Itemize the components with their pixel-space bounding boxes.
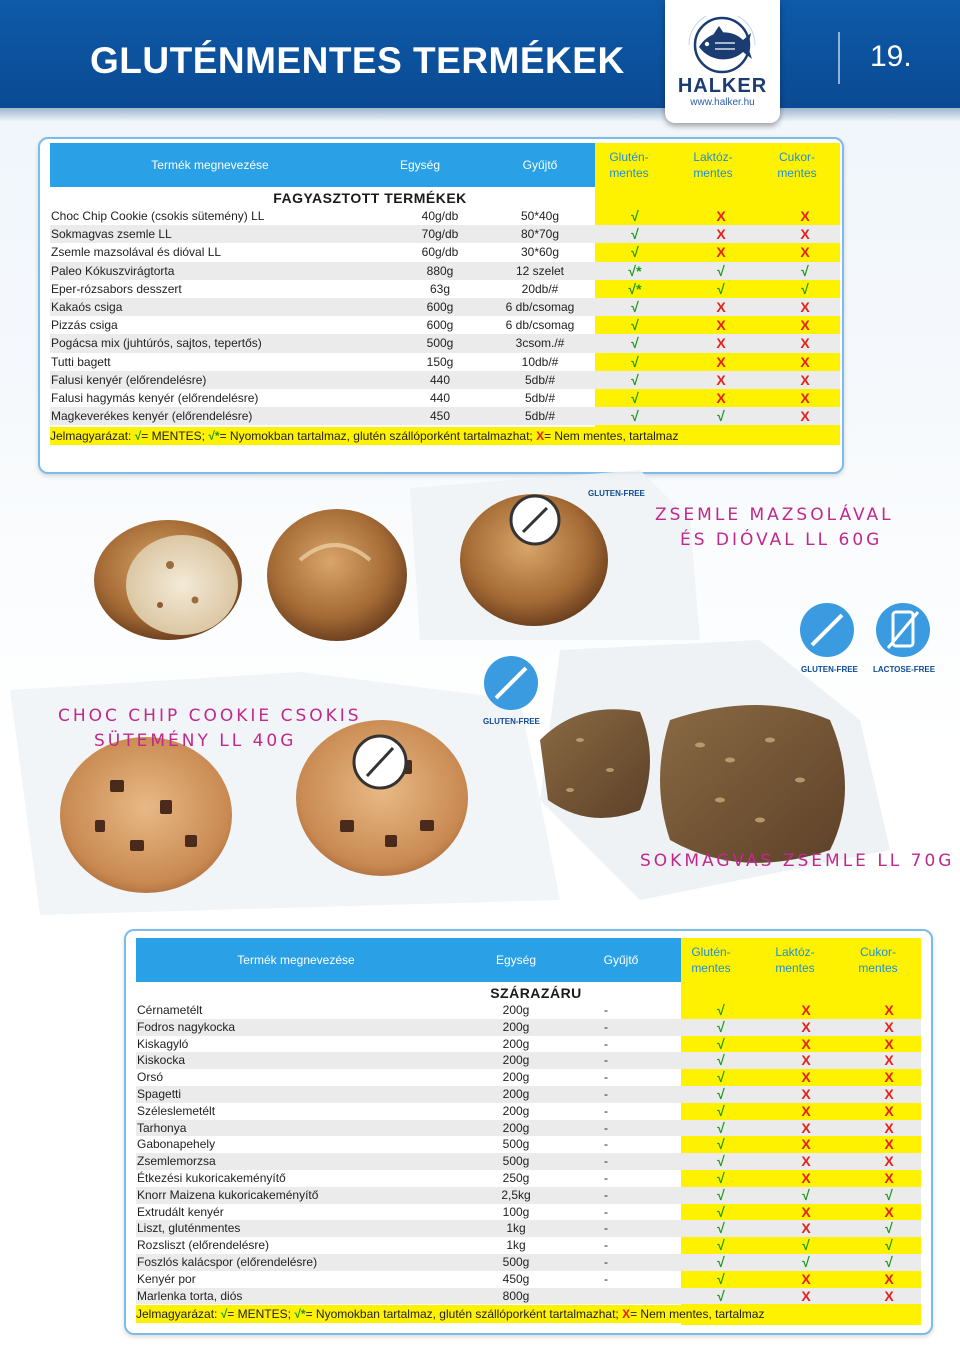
cross-icon: X xyxy=(884,1035,894,1052)
table-header xyxy=(50,143,595,187)
product-unit: 500g xyxy=(426,336,454,351)
product-unit: 500g xyxy=(502,1154,530,1169)
cross-icon: X xyxy=(622,1307,631,1321)
check-icon: √ xyxy=(631,408,639,425)
product-name: Tutti bagett xyxy=(51,354,111,369)
check-icon: √ xyxy=(717,262,725,279)
logo-name: HALKER xyxy=(677,75,768,97)
product-name: Knorr Maizena kukoricakeményítő xyxy=(137,1187,319,1202)
product-name: Marlenka torta, diós xyxy=(137,1288,243,1303)
check-icon: √ xyxy=(717,1136,725,1153)
page-number: 19. xyxy=(870,40,912,73)
caption-cookie-line2: SÜTEMÉNY LL 40G xyxy=(94,731,297,751)
cross-icon: X xyxy=(801,1203,811,1220)
gluten-free-label-3: GLUTEN-FREE xyxy=(483,717,540,726)
legend-star-text-2: = Nyomokban tartalmaz, glutén szállóporként tartalmazhat; xyxy=(305,1307,623,1321)
check-icon: √ xyxy=(717,1287,725,1304)
caption-cookie-line1: CHOC CHIP COOKIE CSOKIS xyxy=(58,706,362,726)
check-icon: √ xyxy=(631,353,639,370)
cross-icon: X xyxy=(800,371,810,388)
check-icon: √ xyxy=(717,1119,725,1136)
cross-icon: X xyxy=(801,1086,811,1102)
legend-prefix: Jelmagyarázat: xyxy=(50,429,135,443)
product-pack: 30*60g xyxy=(520,245,560,260)
dry-goods-card xyxy=(124,929,933,1335)
product-unit: 40g/db xyxy=(421,209,459,223)
product-pack: - xyxy=(604,1087,608,1101)
table-row xyxy=(136,1204,921,1221)
cross-icon: X xyxy=(801,1102,811,1119)
check-icon: √ xyxy=(717,1270,725,1287)
product-unit: 2,5kg xyxy=(501,1187,531,1202)
product-pack: - xyxy=(604,1003,608,1017)
cross-icon: X xyxy=(884,1069,894,1086)
product-name: Paleo Kókuszvirágtorta xyxy=(51,263,175,278)
legend-star-text: = Nyomokban tartalmaz, glutén szállóporként tartalmazhat; xyxy=(219,429,537,443)
cross-icon: X xyxy=(801,1153,811,1170)
check-icon: √ xyxy=(717,1002,725,1018)
col-header-lactose-2: Laktóz- mentes xyxy=(775,945,815,975)
cross-icon: X xyxy=(801,1136,811,1153)
product-unit: 1kg xyxy=(506,1221,526,1236)
product-pack: 5db/# xyxy=(524,372,556,387)
caption-seed-roll: SOKMAGVAS ZSEMLE LL 70G xyxy=(640,851,955,871)
product-name: Liszt, gluténmentes xyxy=(137,1221,241,1236)
product-pack: - xyxy=(604,1187,608,1202)
table-row xyxy=(50,262,840,280)
product-name: Sokmagvas zsemle LL xyxy=(51,227,172,242)
product-pack: 12 szelet xyxy=(515,263,565,278)
product-name: Kakaós csiga xyxy=(51,300,123,314)
product-pack xyxy=(586,1288,626,1305)
legend-no-text-2: = Nem mentes, tartalmaz xyxy=(630,1307,765,1321)
product-name: Kenyér por xyxy=(137,1271,196,1286)
product-unit: 200g xyxy=(502,1053,530,1068)
fish-logo-icon xyxy=(685,16,759,74)
cross-icon: X xyxy=(716,317,726,334)
seed-roll xyxy=(660,705,845,863)
check-icon: √ xyxy=(631,317,639,334)
cross-icon: X xyxy=(884,1018,894,1035)
product-name: Eper-rózsabors desszert xyxy=(51,281,182,296)
check-icon: √ xyxy=(631,244,639,261)
product-name: Falusi hagymás kenyér (előrendelésre) xyxy=(51,391,259,405)
cross-icon: X xyxy=(884,1153,894,1170)
col-header-sugar-2: Cukor- mentes xyxy=(858,945,898,975)
cross-icon: X xyxy=(884,1270,894,1287)
cross-icon: X xyxy=(801,1018,811,1035)
cross-icon: X xyxy=(800,317,810,334)
check-icon: √ xyxy=(885,1220,893,1237)
table-row xyxy=(50,316,840,334)
product-name: Falusi kenyér (előrendelésre) xyxy=(51,372,207,387)
flag-header-2 xyxy=(681,938,921,982)
table-row xyxy=(136,1036,921,1053)
product-unit: 100g xyxy=(502,1204,530,1219)
legend-no-text: = Nem mentes, tartalmaz xyxy=(544,429,679,443)
cross-icon: X xyxy=(800,335,810,352)
product-pack: - xyxy=(604,1019,608,1034)
table-row xyxy=(136,1120,921,1137)
table-row xyxy=(136,1271,921,1288)
table-row xyxy=(50,225,840,243)
table-row xyxy=(136,1288,921,1305)
table-row xyxy=(50,280,840,298)
product-unit: 200g xyxy=(502,1103,530,1118)
cross-icon: X xyxy=(716,226,726,243)
product-unit: 450g xyxy=(502,1271,530,1286)
table-header-2 xyxy=(136,938,681,982)
table-row xyxy=(136,1052,921,1069)
product-name: Étkezési kukoricakeményítő xyxy=(137,1171,286,1185)
cross-icon: X xyxy=(884,1002,894,1018)
lactose-free-label: LACTOSE-FREE xyxy=(873,665,936,674)
col-header-name-2: Termék megnevezése xyxy=(237,953,355,967)
table-row xyxy=(136,1069,921,1086)
product-name: Orsó xyxy=(137,1070,164,1085)
check-icon: √ xyxy=(631,208,639,224)
check-icon: √ xyxy=(802,1186,810,1203)
table-row xyxy=(50,298,840,316)
product-pack: - xyxy=(604,1120,608,1135)
section-title: FAGYASZTOTT TERMÉKEK xyxy=(273,190,467,206)
check-icon: √ xyxy=(717,1254,725,1270)
col-header-lactose: Laktóz- mentes xyxy=(693,150,733,180)
flag-header xyxy=(595,143,840,187)
cross-icon: X xyxy=(884,1102,894,1119)
check-icon: √ xyxy=(631,371,639,388)
product-pack: 50*40g xyxy=(520,209,560,223)
halker-logo[interactable] xyxy=(665,0,780,123)
check-icon: √ xyxy=(802,1254,810,1270)
check-icon: √ xyxy=(717,1220,725,1237)
product-name: Foszlós kalácspor (előrendelésre) xyxy=(137,1255,318,1269)
table-row xyxy=(136,1002,921,1019)
col-header-name: Termék megnevezése xyxy=(151,158,269,172)
header-divider xyxy=(838,32,840,84)
table-row xyxy=(50,407,840,425)
table-row xyxy=(136,1153,921,1170)
col-header-gluten: Glutén- mentes xyxy=(609,150,649,180)
frozen-products-card xyxy=(38,137,844,474)
check-star-icon: √* xyxy=(628,280,642,297)
whole-roll xyxy=(267,509,407,641)
product-unit: 500g xyxy=(502,1137,530,1152)
product-name: Gabonapehely xyxy=(137,1137,216,1152)
product-pack: 6 db/csomag xyxy=(505,318,575,333)
product-pack: 5db/# xyxy=(524,391,556,405)
cross-icon: X xyxy=(800,226,810,243)
cross-icon: X xyxy=(800,299,810,315)
cross-icon: X xyxy=(800,208,810,224)
table-row xyxy=(136,1019,921,1036)
product-pack: - xyxy=(604,1036,608,1051)
col-header-pack: Gyűjtő xyxy=(522,158,558,172)
product-name: Kiskagyló xyxy=(137,1036,189,1051)
check-icon: √ xyxy=(801,280,809,297)
legend-ok-text: = MENTES; xyxy=(141,429,209,443)
table-row xyxy=(50,243,840,261)
product-name: Extrudált kenyér xyxy=(137,1204,224,1219)
product-unit: 1kg xyxy=(506,1238,526,1253)
product-unit: 250g xyxy=(502,1171,530,1185)
table-row xyxy=(136,1237,921,1254)
check-icon: √ xyxy=(717,408,725,425)
product-pack: - xyxy=(604,1271,608,1286)
cross-icon: X xyxy=(884,1086,894,1102)
check-icon: √ xyxy=(802,1237,810,1254)
table-row xyxy=(50,371,840,389)
legend-2 xyxy=(136,1305,921,1323)
table-row xyxy=(50,207,840,225)
cross-icon: X xyxy=(884,1203,894,1220)
product-pack: - xyxy=(604,1255,608,1269)
table-row xyxy=(136,1220,921,1237)
page-title: GLUTÉNMENTES TERMÉKEK xyxy=(90,40,625,81)
table-row xyxy=(50,389,840,407)
product-pack: 6 db/csomag xyxy=(505,300,575,314)
page-header xyxy=(0,0,960,108)
product-name: Choc Chip Cookie (csokis sütemény) LL xyxy=(51,209,265,223)
check-icon: √ xyxy=(631,299,639,315)
product-name: Magkeverékes kenyér (előrendelésre) xyxy=(51,409,253,424)
header-shadow xyxy=(0,108,960,122)
check-icon: √ xyxy=(885,1254,893,1270)
cross-icon: X xyxy=(800,390,810,406)
check-star-icon: √* xyxy=(628,262,642,279)
col-header-sugar: Cukor- mentes xyxy=(777,150,817,180)
check-icon: √ xyxy=(717,1018,725,1035)
check-icon: √ xyxy=(717,1052,725,1069)
product-pack: 10db/# xyxy=(521,354,559,369)
cross-icon: X xyxy=(801,1069,811,1086)
product-unit: 450 xyxy=(429,409,451,424)
table-row xyxy=(136,1254,921,1271)
check-icon: √ xyxy=(717,1203,725,1220)
check-icon: √ xyxy=(717,1170,725,1186)
cross-icon: X xyxy=(884,1136,894,1153)
table-row xyxy=(136,1170,921,1187)
product-name: Tarhonya xyxy=(137,1120,187,1135)
product-unit: 63g xyxy=(429,281,451,296)
cross-icon: X xyxy=(884,1287,894,1304)
product-name: Rozsliszt (előrendelésre) xyxy=(137,1238,270,1253)
product-name: Pogácsa mix (juhtúrós, sajtos, tepertős) xyxy=(51,336,262,351)
product-name: Spagetti xyxy=(137,1087,182,1101)
product-pack: - xyxy=(604,1103,608,1118)
product-name: Fodros nagykocka xyxy=(137,1019,236,1034)
product-unit: 600g xyxy=(426,300,454,314)
cross-icon: X xyxy=(884,1170,894,1186)
check-icon: √ xyxy=(631,335,639,352)
product-unit: 150g xyxy=(426,354,454,369)
product-unit: 200g xyxy=(502,1036,530,1051)
product-unit: 200g xyxy=(502,1087,530,1101)
product-unit: 440 xyxy=(429,391,451,405)
product-pack: - xyxy=(604,1070,608,1085)
col-header-unit: Egység xyxy=(399,158,441,172)
check-icon: √ xyxy=(717,1069,725,1086)
check-icon: √ xyxy=(631,390,639,406)
check-icon: √ xyxy=(717,1153,725,1170)
check-star-icon: √* xyxy=(208,429,220,443)
check-icon: √ xyxy=(220,1307,228,1321)
cross-icon: X xyxy=(536,429,545,443)
cross-icon: X xyxy=(716,371,726,388)
product-pack: - xyxy=(604,1154,608,1169)
cross-icon: X xyxy=(801,1119,811,1136)
cross-icon: X xyxy=(801,1270,811,1287)
product-unit: 70g/db xyxy=(421,227,459,242)
check-icon: √ xyxy=(717,1237,725,1254)
check-icon: √ xyxy=(717,1186,725,1203)
col-header-gluten-2: Glutén- mentes xyxy=(691,945,731,975)
table-row xyxy=(50,334,840,352)
cross-icon: X xyxy=(800,353,810,370)
product-pack: 80*70g xyxy=(520,227,560,242)
check-icon: √ xyxy=(134,429,142,443)
cross-icon: X xyxy=(884,1119,894,1136)
caption-roll-line2: ÉS DIÓVAL LL 60G xyxy=(680,530,883,550)
col-header-pack-2: Gyűjtő xyxy=(603,953,639,967)
check-icon: √ xyxy=(885,1186,893,1203)
product-pack: 5db/# xyxy=(524,409,556,424)
cross-icon: X xyxy=(801,1170,811,1186)
cross-icon: X xyxy=(716,335,726,352)
product-name: Zsemlemorzsa xyxy=(137,1154,216,1169)
product-pack: 3csom./# xyxy=(515,336,565,351)
cross-icon: X xyxy=(801,1002,811,1018)
legend xyxy=(50,427,840,445)
table-row xyxy=(136,1086,921,1103)
check-icon: √ xyxy=(717,1086,725,1102)
check-star-icon: √* xyxy=(294,1307,306,1321)
product-unit: 200g xyxy=(502,1120,530,1135)
product-pack: - xyxy=(604,1238,608,1253)
gluten-free-label-2: GLUTEN-FREE xyxy=(801,665,858,674)
cross-icon: X xyxy=(716,353,726,370)
product-pack: - xyxy=(604,1053,608,1068)
logo-url[interactable]: www.halker.hu xyxy=(690,97,755,108)
cross-icon: X xyxy=(800,408,810,425)
cross-icon: X xyxy=(801,1052,811,1069)
product-unit: 800g xyxy=(502,1288,530,1303)
product-pack: - xyxy=(604,1171,608,1185)
check-icon: √ xyxy=(801,262,809,279)
product-name: Széleslemetélt xyxy=(137,1103,216,1118)
check-icon: √ xyxy=(717,280,725,297)
cross-icon: X xyxy=(716,244,726,261)
cross-icon: X xyxy=(800,244,810,261)
gluten-free-label: GLUTEN-FREE xyxy=(588,489,645,498)
product-pack: - xyxy=(604,1204,608,1219)
legend-ok-text-2: = MENTES; xyxy=(227,1307,295,1321)
product-unit: 440 xyxy=(429,372,451,387)
product-unit: 200g xyxy=(502,1070,530,1085)
product-name: Kiskocka xyxy=(137,1053,186,1068)
product-unit: 60g/db xyxy=(421,245,459,260)
table-row xyxy=(50,353,840,371)
cross-icon: X xyxy=(801,1287,811,1304)
product-pack: 20db/# xyxy=(521,281,559,296)
check-icon: √ xyxy=(717,1035,725,1052)
check-icon: √ xyxy=(717,1102,725,1119)
table-row xyxy=(136,1136,921,1153)
product-pack: - xyxy=(604,1221,608,1236)
cross-icon: X xyxy=(716,390,726,406)
product-unit: 880g xyxy=(426,263,454,278)
check-icon: √ xyxy=(885,1237,893,1254)
cross-icon: X xyxy=(801,1220,811,1237)
check-icon: √ xyxy=(631,226,639,243)
table-row xyxy=(136,1187,921,1204)
col-header-unit-2: Egység xyxy=(495,953,537,967)
cross-icon: X xyxy=(801,1035,811,1052)
product-name: Pizzás csiga xyxy=(51,318,118,333)
cross-icon: X xyxy=(716,208,726,224)
product-pack: - xyxy=(604,1137,608,1152)
product-name: Zsemle mazsolával és dióval LL xyxy=(51,245,222,260)
legend-prefix-2: Jelmagyarázat: xyxy=(136,1307,221,1321)
section-title-2: SZÁRAZÁRU xyxy=(490,985,582,1001)
cross-icon: X xyxy=(716,299,726,315)
cookie-1 xyxy=(60,737,232,893)
product-unit: 200g xyxy=(502,1019,530,1034)
table-row xyxy=(136,1103,921,1120)
product-unit: 500g xyxy=(502,1255,530,1269)
cross-icon: X xyxy=(884,1052,894,1069)
caption-roll-line1: ZSEMLE MAZSOLÁVAL xyxy=(655,505,894,525)
product-unit: 600g xyxy=(426,318,454,333)
product-name: Cérnametélt xyxy=(137,1003,203,1017)
product-unit: 200g xyxy=(502,1003,530,1017)
